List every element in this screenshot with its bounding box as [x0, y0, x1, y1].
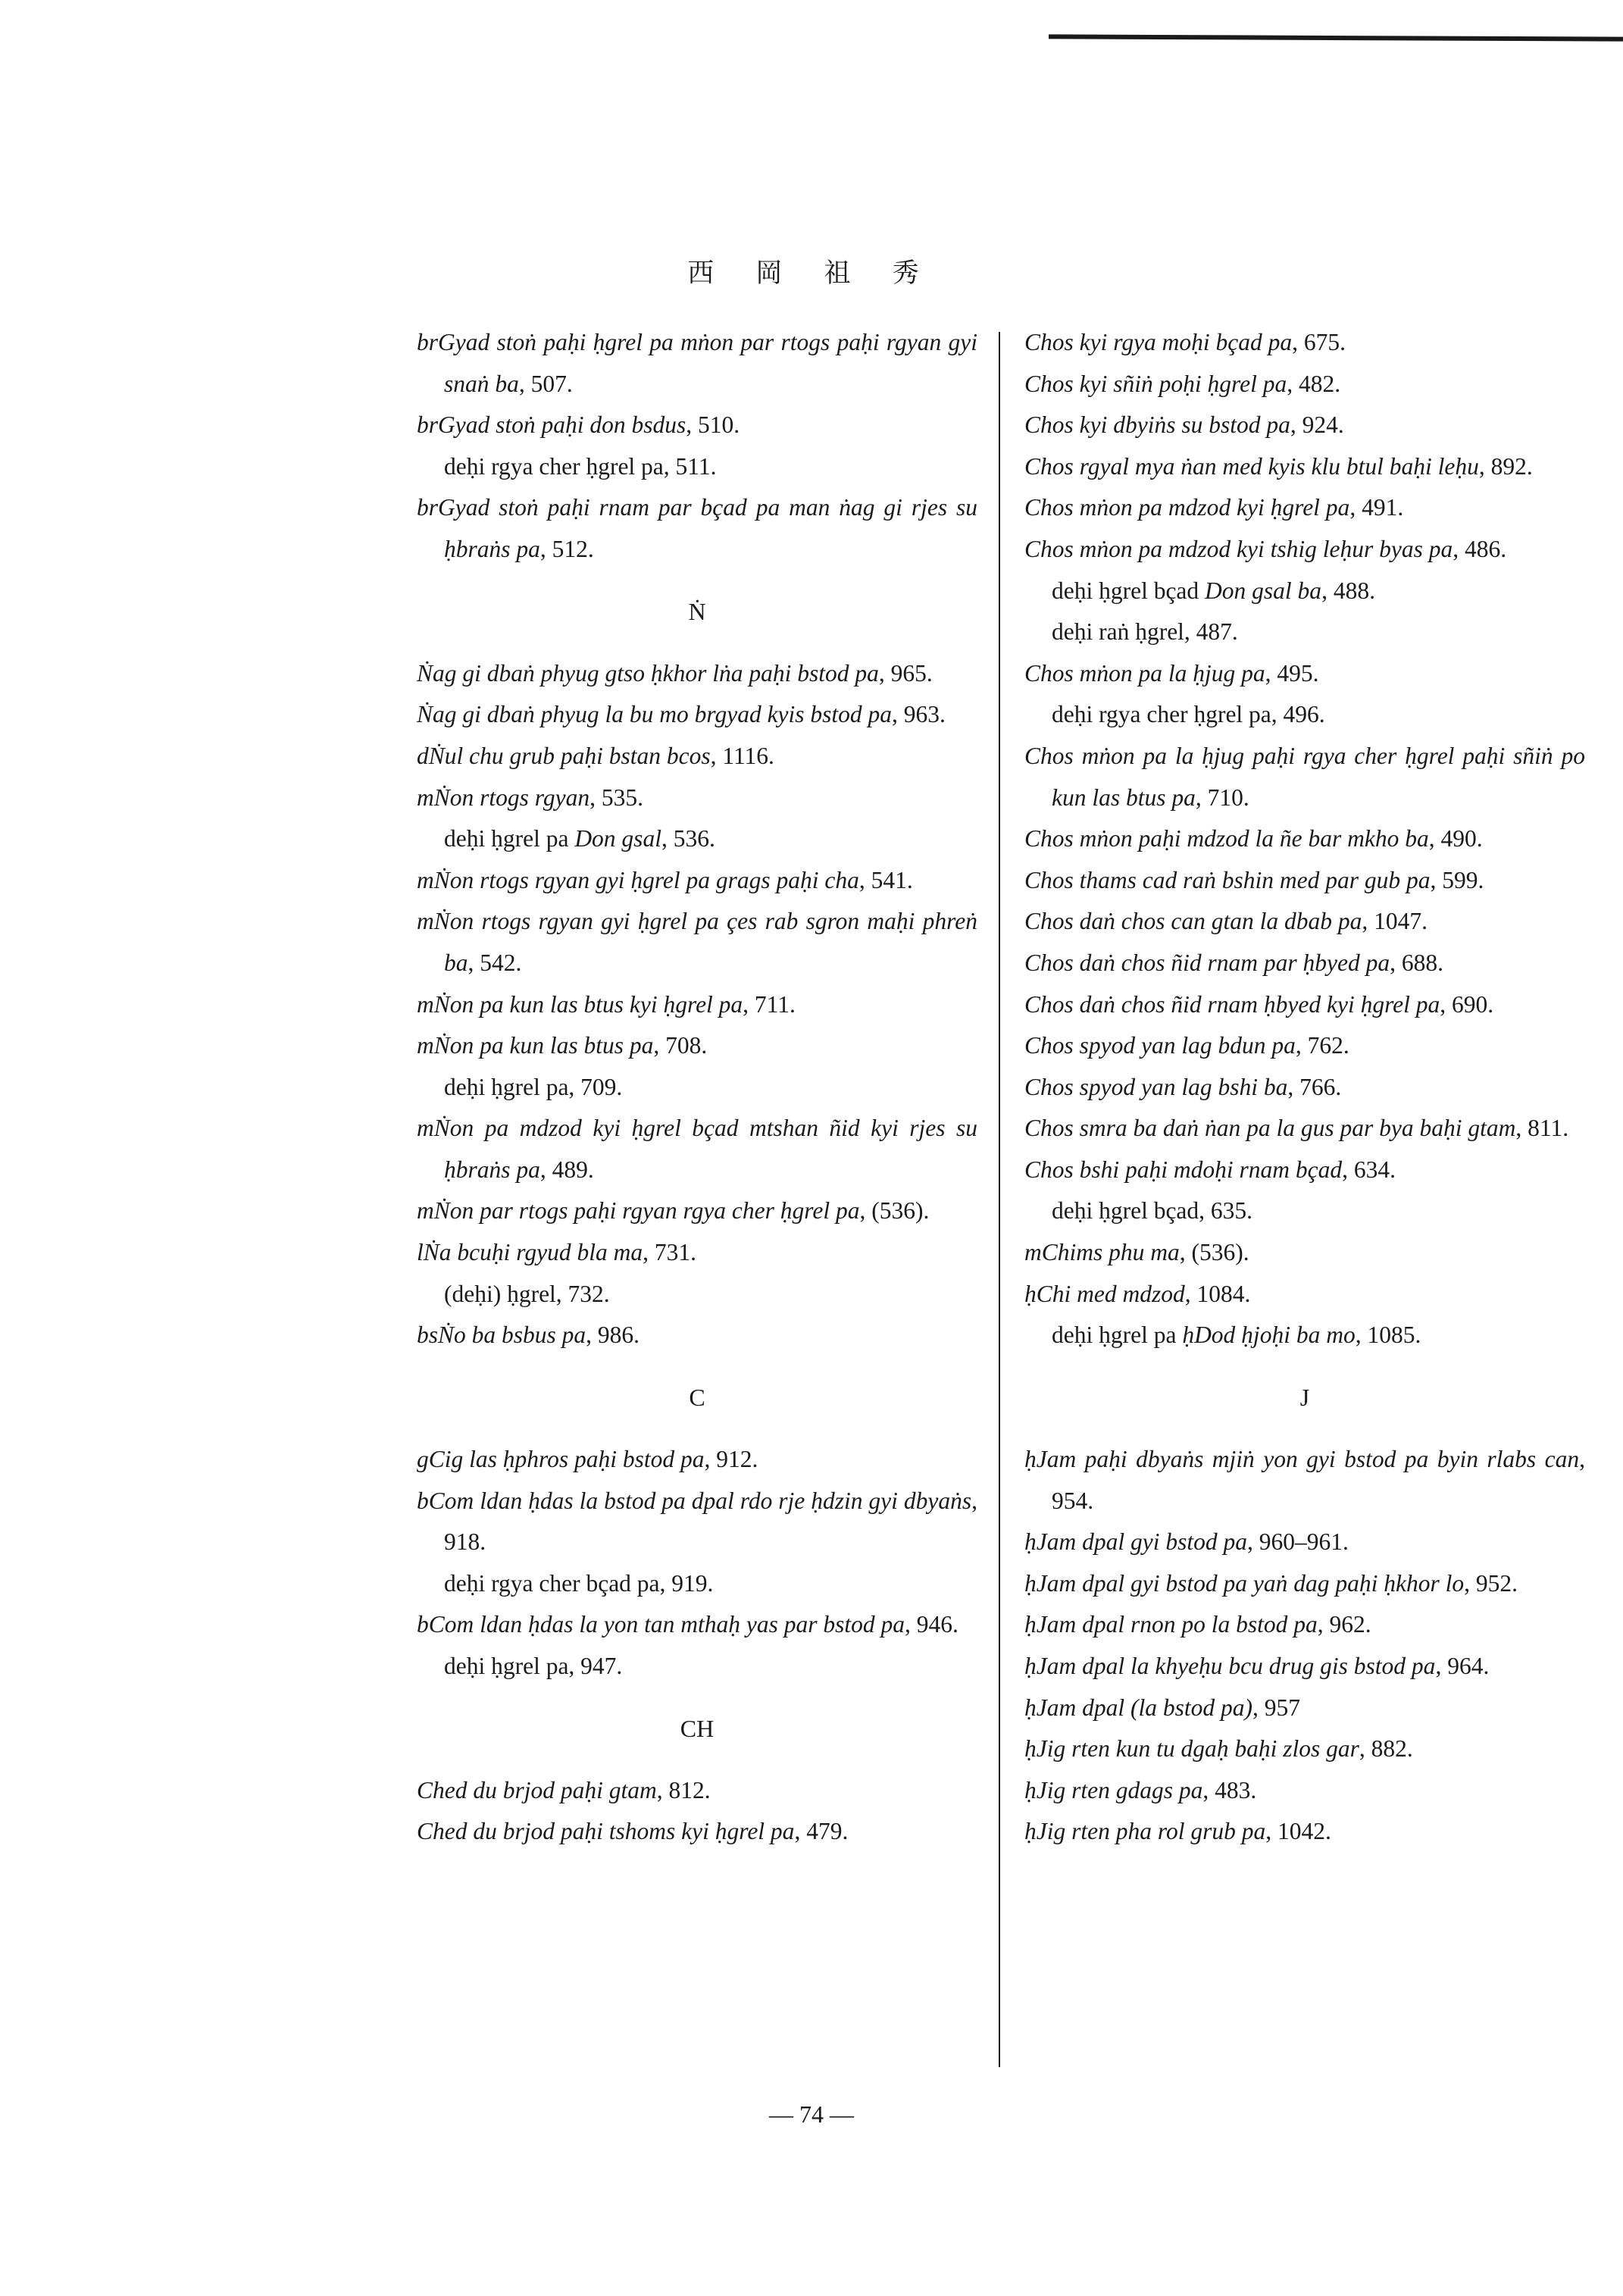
index-entry — [1024, 1646, 1585, 1688]
entry-reference: , 488. — [1321, 577, 1375, 604]
section-heading: Ṅ — [688, 597, 706, 625]
entry-title: Chos mṅon pa la ḥjug paḥi rgya cher ḥgrel paḥi sñiṅ po kun las btus pa — [1024, 742, 1585, 811]
index-subentry — [417, 1067, 977, 1109]
entry-title: lṄa bcuḥi rgyud bla ma — [417, 1239, 643, 1266]
section-heading: C — [689, 1383, 705, 1411]
entry-reference: deḥi ḥgrel pa — [1052, 1322, 1183, 1349]
entry-reference: deḥi ḥgrel bçad, 635. — [1052, 1197, 1253, 1225]
entry-reference: , 952. — [1464, 1569, 1518, 1597]
entry-title: ḥJam paḥi dbyaṅs mjiṅ yon gyi bstod pa byin rlabs can — [1024, 1446, 1580, 1473]
entry-reference: , 634. — [1342, 1156, 1396, 1183]
index-entry — [1024, 487, 1585, 529]
index-entry — [417, 1439, 977, 1481]
entry-reference: , 535. — [589, 784, 643, 811]
entry-reference: deḥi ḥgrel pa, 947. — [444, 1653, 623, 1679]
entry-title: Chos daṅ chos can gtan la dbab pa — [1024, 908, 1362, 935]
entry-title: Chos daṅ chos ñid rnam par ḥbyed pa — [1024, 949, 1390, 976]
entry-reference: , 766. — [1287, 1073, 1342, 1100]
entry-title: Ched du brjod paḥi tshoms kyi ḥgrel pa — [417, 1818, 795, 1845]
entry-reference: , 507. — [518, 370, 573, 397]
entry-title: Chos mṅon pa mdzod kyi tshig leḥur byas pa — [1024, 535, 1453, 562]
entry-title: mṄon pa kun las btus kyi ḥgrel pa — [417, 990, 743, 1018]
index-entry — [417, 653, 977, 695]
entry-title: Chos kyi rgya moḥi bçad pa — [1024, 329, 1293, 355]
index-entry — [1024, 1770, 1585, 1812]
entry-title: brGyad stoṅ paḥi don bsdus — [417, 411, 686, 439]
entry-reference: , 483. — [1202, 1776, 1257, 1803]
entry-title: Chos smra ba daṅ ṅan pa la gus par bya baḥi gtam — [1024, 1115, 1516, 1142]
entry-reference: , 486. — [1453, 535, 1507, 562]
index-column-right — [1024, 322, 1585, 1853]
entry-reference: , 965. — [878, 659, 933, 687]
entry-title: bCom ldan ḥdas la yon tan mthaḥ yas par bstod pa — [417, 1611, 905, 1638]
entry-reference: , 675. — [1292, 329, 1346, 355]
index-entry — [1024, 1563, 1585, 1605]
entry-reference: , 1116. — [710, 742, 774, 769]
entry-reference: , 1047. — [1362, 908, 1428, 935]
index-entry — [1024, 736, 1585, 818]
index-entry — [1024, 901, 1585, 943]
entry-reference: , 964. — [1435, 1653, 1490, 1679]
entry-title: Chos rgyal mya ṅan med kyis klu btul baḥi leḥu — [1024, 452, 1479, 480]
entry-reference: , 1085. — [1355, 1322, 1421, 1349]
index-entry — [1024, 529, 1585, 571]
index-entry — [417, 1025, 977, 1067]
entry-title: mṄon pa mdzod kyi ḥgrel bçad mtshan ñid kyi rjes su ḥbraṅs pa — [417, 1115, 977, 1183]
entry-title: ḥJam dpal (la bstod pa) — [1024, 1694, 1252, 1721]
entry-reference: , (536). — [859, 1197, 930, 1225]
index-entry — [1024, 1274, 1585, 1315]
entry-reference: , 1042. — [1265, 1818, 1331, 1845]
entry-title: bsṄo ba bsbus pa — [417, 1322, 586, 1349]
index-entry — [417, 694, 977, 736]
running-header: 西 岡 祖 秀 — [687, 258, 936, 289]
entry-reference: , 812. — [656, 1776, 711, 1803]
index-subentry — [1024, 1315, 1585, 1356]
index-entry — [1024, 1067, 1585, 1109]
entry-title: mṄon rtogs rgyan gyi ḥgrel pa grags paḥi cha — [417, 866, 859, 893]
entry-reference: deḥi rgya cher ḥgrel pa, 496. — [1052, 701, 1325, 728]
index-entry — [1024, 1025, 1585, 1067]
entry-reference: deḥi rgya cher bçad pa, 919. — [444, 1569, 714, 1597]
index-subentry — [417, 1646, 977, 1688]
index-subentry — [1024, 1190, 1585, 1232]
entry-title: Chos thams cad raṅ bshin med par gub pa — [1024, 866, 1431, 893]
index-entry — [417, 322, 977, 405]
entry-title: mṄon par rtogs paḥi rgyan rgya cher ḥgrel pa — [417, 1197, 860, 1225]
entry-reference: , 924. — [1290, 411, 1344, 439]
entry-reference: , 510. — [686, 411, 740, 439]
entry-title: brGyad stoṅ paḥi ḥgrel pa mṅon par rtogs paḥi rgyan gyi snaṅ ba — [417, 329, 977, 397]
index-subentry — [1024, 571, 1585, 612]
entry-reference: , 541. — [858, 866, 913, 893]
index-entry — [1024, 818, 1585, 860]
entry-title: brGyad stoṅ paḥi rnam par bçad pa man ṅag gi rjes su ḥbraṅs pa — [417, 494, 977, 562]
entry-reference: , 731. — [643, 1239, 696, 1266]
index-entry — [417, 1232, 977, 1274]
index-entry — [1024, 1811, 1585, 1853]
section-heading: CH — [680, 1714, 715, 1742]
index-entry — [417, 736, 977, 777]
index-entry — [417, 777, 977, 819]
entry-title: Chos spyod yan lag bdun pa — [1024, 1032, 1296, 1059]
index-subentry — [417, 1563, 977, 1605]
index-entry — [417, 1770, 977, 1812]
entry-reference: , 482. — [1287, 370, 1341, 397]
index-subentry — [1024, 612, 1585, 653]
index-entry — [417, 405, 977, 446]
entry-reference: , 954. — [1052, 1446, 1585, 1514]
index-entry — [1024, 943, 1585, 984]
index-entry — [417, 984, 977, 1026]
entry-title: mṄon rtogs rgyan gyi ḥgrel pa çes rab sgron maḥi phreṅ ba — [417, 908, 977, 976]
entry-reference: , 690. — [1440, 990, 1494, 1018]
entry-reference: , 711. — [743, 990, 796, 1018]
entry-reference: , 495. — [1265, 659, 1319, 687]
index-entry — [1024, 1688, 1585, 1729]
section-heading: J — [1299, 1383, 1310, 1411]
index-entry — [1024, 653, 1585, 695]
entry-reference: , 762. — [1295, 1032, 1349, 1059]
entry-reference: deḥi raṅ ḥgrel, 487. — [1052, 618, 1238, 646]
index-entry — [417, 1811, 977, 1853]
entry-title: Chos mṅon paḥi mdzod la ñe bar mkho ba — [1024, 825, 1429, 852]
entry-reference: deḥi ḥgrel bçad — [1052, 577, 1206, 604]
index-entry — [417, 901, 977, 984]
entry-reference: , 710. — [1195, 784, 1249, 811]
entry-title: ḥJam dpal gyi bstod pa yaṅ dag paḥi ḥkhor lo — [1024, 1569, 1465, 1597]
column-divider — [999, 332, 1000, 2067]
entry-reference: , 599. — [1430, 866, 1484, 893]
entry-reference: , 960–961. — [1246, 1528, 1349, 1556]
entry-title: ḥJig rten gdags pa — [1024, 1776, 1203, 1803]
entry-reference: , 708. — [653, 1032, 708, 1059]
index-entry — [417, 1481, 977, 1563]
entry-title: mChims phu ma — [1024, 1239, 1180, 1266]
index-column-left — [417, 322, 977, 1853]
entry-title: ḥChi med mdzod — [1024, 1280, 1185, 1307]
top-rule — [1049, 34, 1623, 41]
entry-reference: , 986. — [586, 1322, 640, 1349]
entry-reference: deḥi rgya cher ḥgrel pa, 511. — [444, 452, 717, 480]
entry-reference: deḥi ḥgrel pa, 709. — [444, 1073, 623, 1100]
index-entry — [1024, 322, 1585, 364]
index-subentry — [417, 446, 977, 488]
entry-title: Chos kyi dbyiṅs su bstod pa — [1024, 411, 1290, 439]
entry-reference: , 892. — [1478, 452, 1533, 480]
entry-reference: , (536). — [1179, 1239, 1249, 1266]
index-entry — [1024, 1232, 1585, 1274]
entry-title: mṄon pa kun las btus pa — [417, 1032, 654, 1059]
entry-reference: , 688. — [1390, 949, 1443, 976]
index-entry — [1024, 405, 1585, 446]
entry-title: Chos spyod yan lag bshi ba — [1024, 1073, 1288, 1100]
entry-title: Chos kyi sñiṅ poḥi ḥgrel pa — [1024, 370, 1287, 397]
entry-title: Chos mṅon pa la ḥjug pa — [1024, 659, 1265, 687]
entry-title: Chos bshi paḥi mdoḥi rnam bçad — [1024, 1156, 1343, 1183]
entry-title: ḥJam dpal gyi bstod pa — [1024, 1528, 1247, 1556]
entry-title: Ched du brjod paḥi gtam — [417, 1776, 657, 1803]
entry-title: ḥJig rten pha rol grub pa — [1024, 1818, 1266, 1845]
entry-reference: , 536. — [661, 825, 715, 852]
entry-title: Ṅag gi dbaṅ phyug la bu mo brgyad kyis bstod pa — [417, 701, 893, 728]
entry-title: mṄon rtogs rgyan — [417, 784, 590, 811]
index-subentry — [1024, 694, 1585, 736]
entry-reference: , 490. — [1428, 825, 1483, 852]
entry-reference: , 811. — [1515, 1115, 1569, 1142]
entry-reference: deḥi ḥgrel pa — [444, 825, 575, 852]
entry-title: Ṅag gi dbaṅ phyug gtso ḥkhor lṅa paḥi bstod pa — [417, 659, 879, 687]
index-subentry — [417, 818, 977, 860]
entry-reference: , 946. — [905, 1611, 958, 1638]
entry-reference: , 489. — [539, 1156, 594, 1183]
index-entry — [417, 1315, 977, 1356]
entry-reference: , 542. — [468, 949, 522, 976]
entry-reference: , 918. — [444, 1487, 977, 1556]
entry-reference: , 882. — [1359, 1735, 1413, 1763]
entry-reference: , 479. — [794, 1818, 849, 1845]
index-entry — [1024, 364, 1585, 405]
entry-title: ḥJam dpal la khyeḥu bcu drug gis bstod pa — [1024, 1653, 1436, 1679]
index-entry — [1024, 1108, 1585, 1150]
index-entry — [1024, 1522, 1585, 1563]
index-entry — [1024, 446, 1585, 488]
entry-title: gCig las ḥphros paḥi bstod pa — [417, 1446, 705, 1473]
index-entry — [1024, 1604, 1585, 1646]
entry-title: ḥDod ḥjoḥi ba mo — [1182, 1322, 1356, 1349]
entry-reference: , 963. — [892, 701, 946, 728]
index-entry — [1024, 1150, 1585, 1191]
entry-title: ḥJig rten kun tu dgaḥ baḥi zlos gar — [1024, 1735, 1359, 1763]
index-entry — [417, 1108, 977, 1190]
entry-reference: (deḥi) ḥgrel, 732. — [444, 1280, 610, 1307]
entry-title: Chos mṅon pa mdzod kyi ḥgrel pa — [1024, 494, 1350, 521]
page-number: — 74 — — [769, 2100, 854, 2128]
entry-title: bCom ldan ḥdas la bstod pa dpal rdo rje ḥdzin gyi dbyaṅs — [417, 1487, 972, 1514]
entry-title: dṄul chu grub paḥi bstan bcos — [417, 742, 711, 769]
entry-reference: , 957 — [1252, 1694, 1300, 1721]
index-entry — [1024, 1728, 1585, 1770]
index-entry — [417, 1190, 977, 1232]
index-entry — [1024, 1439, 1585, 1522]
entry-title: Don gsal ba — [1205, 577, 1322, 604]
index-entry — [1024, 860, 1585, 902]
index-entry — [417, 860, 977, 902]
index-entry — [1024, 984, 1585, 1026]
entry-title: Don gsal — [574, 825, 661, 852]
entry-reference: , 912. — [704, 1446, 758, 1473]
index-entry — [417, 487, 977, 570]
entry-reference: , 1084. — [1184, 1280, 1251, 1307]
entry-title: ḥJam dpal rnon po la bstod pa — [1024, 1611, 1318, 1638]
index-entry — [417, 1604, 977, 1646]
entry-reference: , 491. — [1349, 494, 1404, 521]
entry-title: Chos daṅ chos ñid rnam ḥbyed kyi ḥgrel pa — [1024, 990, 1440, 1018]
index-subentry — [417, 1274, 977, 1315]
entry-reference: , 512. — [539, 535, 594, 562]
entry-reference: , 962. — [1317, 1611, 1371, 1638]
